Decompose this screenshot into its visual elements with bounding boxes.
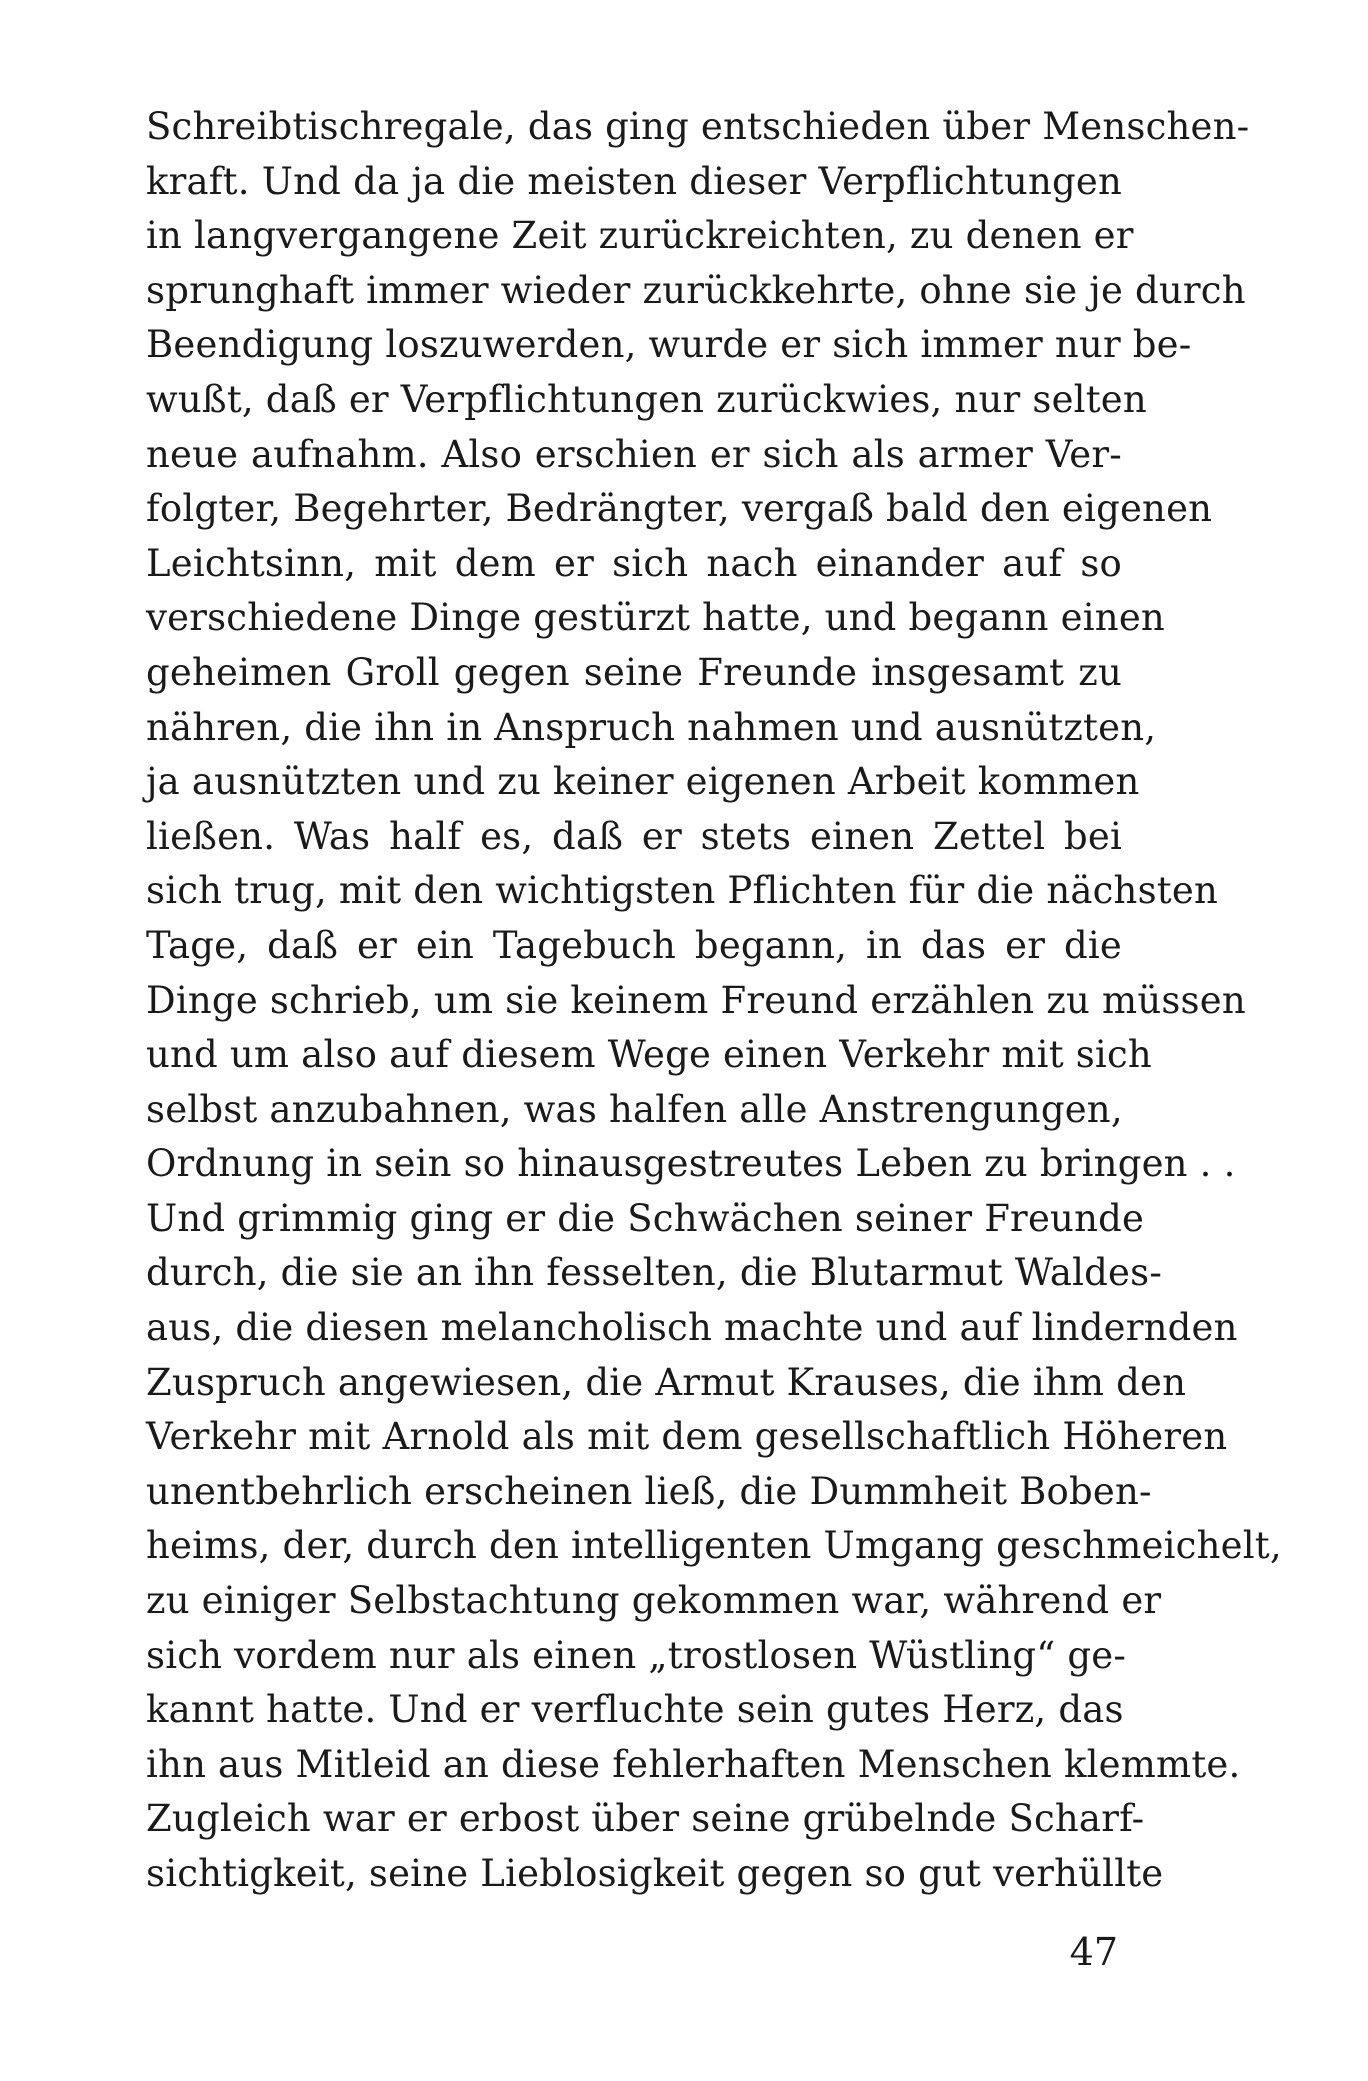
- text-line: Ordnung in sein so hinausgestreutes Leben zu bringen . .: [146, 1142, 1236, 1186]
- text-line: heims, der, durch den intelligenten Umgang geschmeichelt,: [146, 1524, 1282, 1568]
- text-line: unentbehrlich erscheinen ließ, die Dummheit Boben-: [146, 1469, 1152, 1513]
- text-line: kannt hatte. Und er verfluchte sein gutes Herz, das: [146, 1688, 1124, 1732]
- page-number: 47: [1069, 1930, 1118, 1974]
- text-line: Verkehr mit Arnold als mit dem gesellschaftlich Höheren: [146, 1415, 1228, 1459]
- text-line: Schreibtischregale, das ging entschieden über Menschen-: [146, 105, 1250, 148]
- text-line: ja ausnützten und zu keiner eigenen Arbeit kommen: [146, 760, 1140, 804]
- text-line: aus, die diesen melancholisch machte und auf lindernden: [146, 1306, 1238, 1350]
- text-line: Zuspruch angewiesen, die Armut Krauses, die ihm den: [146, 1360, 1187, 1404]
- body-text: [146, 100, 1282, 1902]
- text-line: Zugleich war er erbost über seine grübelnde Scharf-: [146, 1797, 1145, 1841]
- text-line: wußt, daß er Verpflichtungen zurückwies, nur selten: [146, 377, 1147, 421]
- text-line: durch, die sie an ihn fesselten, die Blutarmut Waldes-: [146, 1251, 1163, 1295]
- text-line: ihn aus Mitleid an diese fehlerhaften Menschen klemmte.: [146, 1742, 1241, 1786]
- text-line: Beendigung loszuwerden, wurde er sich immer nur be-: [146, 323, 1192, 367]
- text-line: sprunghaft immer wieder zurückkehrte, ohne sie je durch: [146, 268, 1246, 312]
- text-line: geheimen Groll gegen seine Freunde insgesamt zu: [146, 650, 1122, 694]
- text-line: sichtigkeit, seine Lieblosigkeit gegen so gut verhüllte: [146, 1852, 1164, 1895]
- text-line: folgter, Begehrter, Bedrängter, vergaß bald den eigenen: [146, 487, 1213, 531]
- text-line: nähren, die ihn in Anspruch nahmen und ausnützten,: [146, 705, 1157, 749]
- text-line: Und grimmig ging er die Schwächen seiner Freunde: [146, 1196, 1145, 1240]
- text-line: Leichtsinn, mit dem er sich nach einander auf so: [146, 541, 1122, 585]
- text-line: verschiedene Dinge gestürzt hatte, und begann einen: [146, 596, 1165, 640]
- text-line: in langvergangene Zeit zurückreichten, zu denen er: [146, 214, 1134, 258]
- text-line: und um also auf diesem Wege einen Verkehr mit sich: [146, 1033, 1152, 1077]
- text-line: zu einiger Selbstachtung gekommen war, während er: [146, 1579, 1162, 1623]
- text-line: Dinge schrieb, um sie keinem Freund erzählen zu müssen: [146, 978, 1246, 1022]
- text-line: Tage, daß er ein Tagebuch begann, in das er die: [146, 923, 1122, 967]
- text-line: kraft. Und da ja die meisten dieser Verpflichtungen: [146, 159, 1122, 203]
- text-line: sich trug, mit den wichtigsten Pflichten für die nächsten: [146, 869, 1218, 913]
- text-line: sich vordem nur als einen „trostlosen Wüstling“ ge-: [146, 1633, 1127, 1677]
- text-line: ließen. Was half es, daß er stets einen Zettel bei: [146, 814, 1122, 858]
- text-line: neue aufnahm. Also erschien er sich als armer Ver-: [146, 432, 1122, 476]
- text-line: selbst anzubahnen, was halfen alle Anstrengungen,: [146, 1087, 1123, 1131]
